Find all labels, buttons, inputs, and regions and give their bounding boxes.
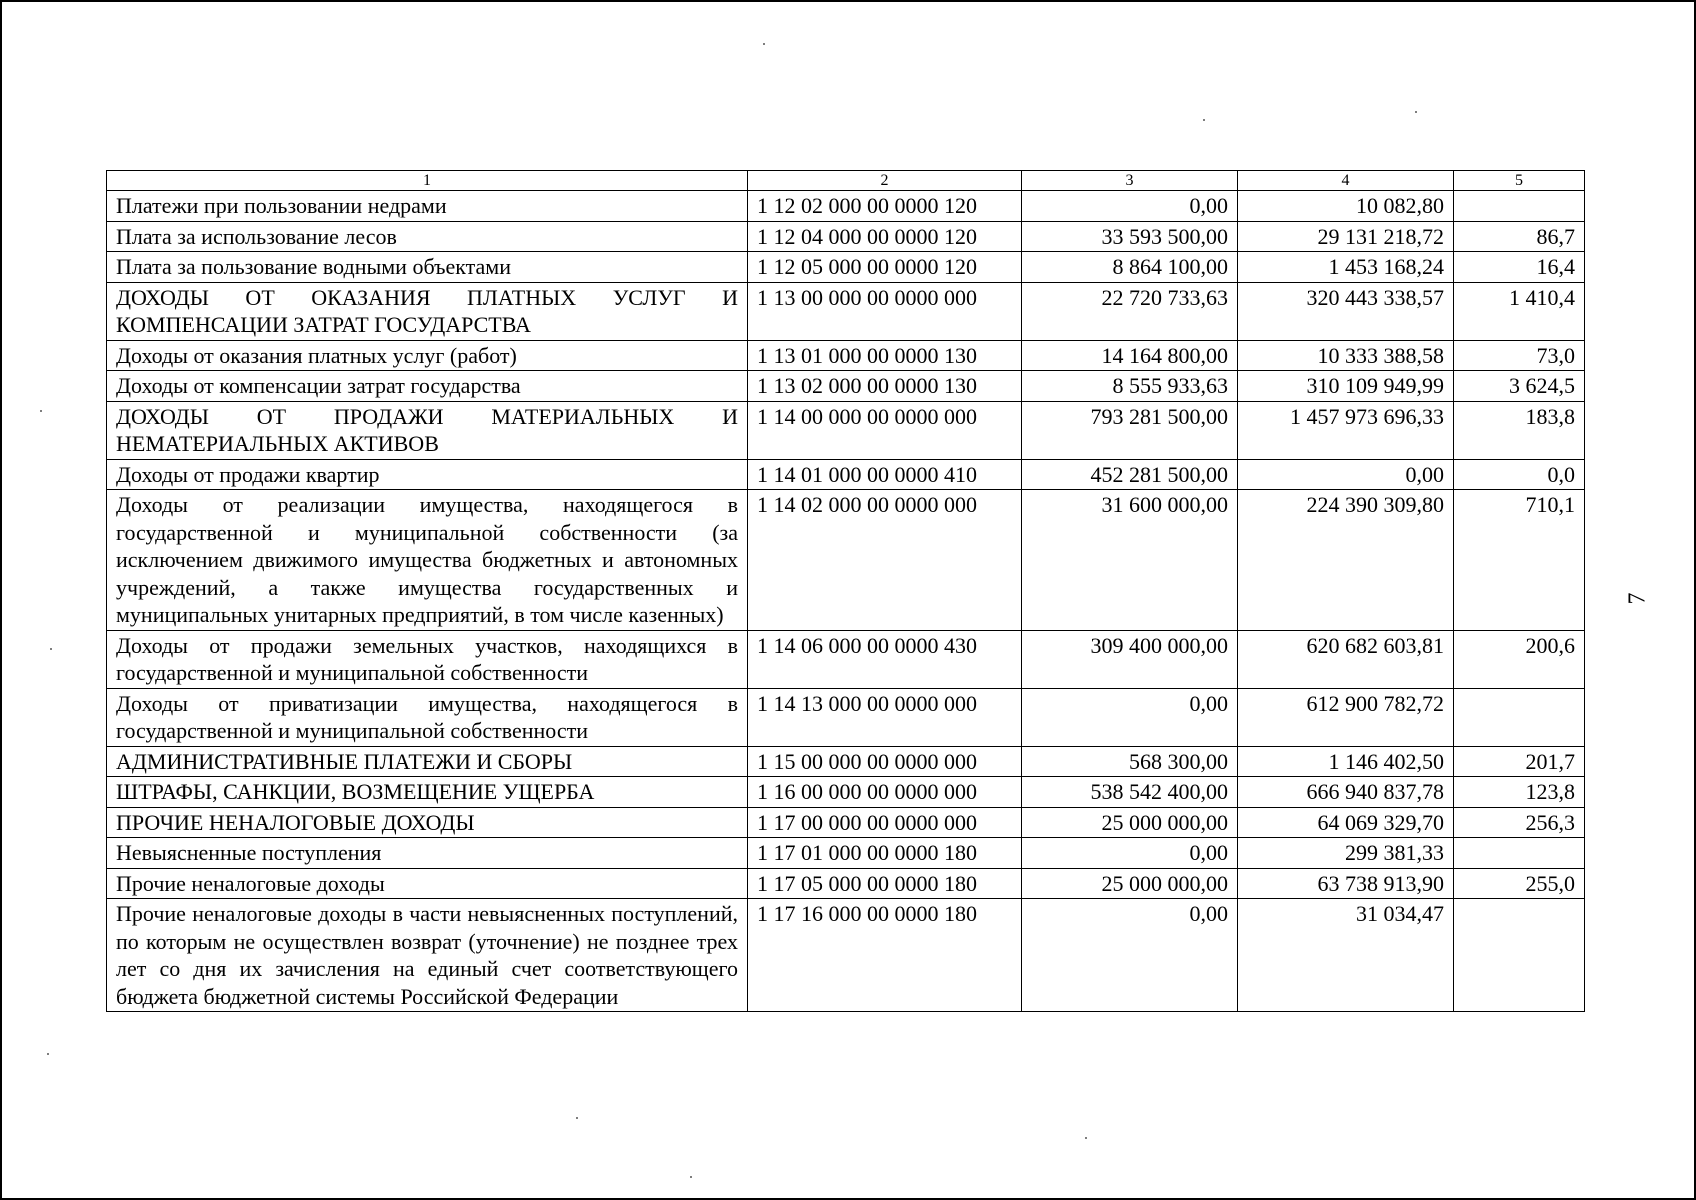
budget-code: 1 17 01 000 00 0000 180 [748,838,1022,869]
plan-amount: 452 281 500,00 [1022,459,1238,490]
column-number: 4 [1238,171,1454,191]
budget-code: 1 14 01 000 00 0000 410 [748,459,1022,490]
revenue-name: Доходы от реализации имущества, находящегося в государственной и муниципальной собственности (за исключением движимого имущества бюджетных и автономных учреждений, а также имущества государственных и муниципальных унитарных предприятий, в том числе казенных) [107,490,748,631]
table-row [107,252,1585,283]
actual-amount: 666 940 837,78 [1238,777,1454,808]
actual-amount: 612 900 782,72 [1238,688,1454,746]
plan-amount: 8 555 933,63 [1022,371,1238,402]
revenue-name: Доходы от компенсации затрат государства [107,371,748,402]
actual-amount: 310 109 949,99 [1238,371,1454,402]
revenue-name: Невыясненные поступления [107,838,748,869]
revenue-name: ШТРАФЫ, САНКЦИИ, ВОЗМЕЩЕНИЕ УЩЕРБА [107,777,748,808]
scan-speck [1203,119,1205,121]
scan-speck [1415,111,1417,113]
table-row [107,807,1585,838]
scan-speck [576,1117,578,1119]
table-row [107,282,1585,340]
actual-amount: 1 146 402,50 [1238,746,1454,777]
plan-amount: 22 720 733,63 [1022,282,1238,340]
scan-speck [763,43,765,45]
execution-percent [1454,899,1585,1012]
plan-amount: 25 000 000,00 [1022,868,1238,899]
plan-amount: 568 300,00 [1022,746,1238,777]
scan-border-top [0,0,1696,2]
table-row [107,490,1585,631]
revenue-name: ДОХОДЫ ОТ ПРОДАЖИ МАТЕРИАЛЬНЫХ И НЕМАТЕРИАЛЬНЫХ АКТИВОВ [107,401,748,459]
revenue-name: Платежи при пользовании недрами [107,191,748,222]
column-number: 1 [107,171,748,191]
actual-amount: 1 457 973 696,33 [1238,401,1454,459]
actual-amount: 224 390 309,80 [1238,490,1454,631]
actual-amount: 10 082,80 [1238,191,1454,222]
table-row [107,401,1585,459]
revenue-name: Доходы от приватизации имущества, находящегося в государственной и муниципальной собственности [107,688,748,746]
plan-amount: 0,00 [1022,191,1238,222]
table-row [107,838,1585,869]
plan-amount: 8 864 100,00 [1022,252,1238,283]
actual-amount: 10 333 388,58 [1238,340,1454,371]
table-row [107,899,1585,1012]
actual-amount: 0,00 [1238,459,1454,490]
scan-speck [47,1053,49,1055]
execution-percent: 201,7 [1454,746,1585,777]
table-row [107,191,1585,222]
execution-percent: 200,6 [1454,630,1585,688]
budget-code: 1 16 00 000 00 0000 000 [748,777,1022,808]
revenue-name: Доходы от продажи земельных участков, находящихся в государственной и муниципальной собственности [107,630,748,688]
table-row [107,688,1585,746]
budget-code: 1 14 13 000 00 0000 000 [748,688,1022,746]
table-row [107,340,1585,371]
table-row [107,459,1585,490]
revenue-name: Доходы от продажи квартир [107,459,748,490]
budget-code: 1 14 02 000 00 0000 000 [748,490,1022,631]
plan-amount: 0,00 [1022,688,1238,746]
budget-code: 1 14 06 000 00 0000 430 [748,630,1022,688]
revenue-name: ДОХОДЫ ОТ ОКАЗАНИЯ ПЛАТНЫХ УСЛУГ И КОМПЕНСАЦИИ ЗАТРАТ ГОСУДАРСТВА [107,282,748,340]
actual-amount: 64 069 329,70 [1238,807,1454,838]
execution-percent: 255,0 [1454,868,1585,899]
column-number-row [107,171,1585,191]
revenue-name: Прочие неналоговые доходы в части невыясненных поступлений, по которым не осуществлен возврат (уточнение) не позднее трех лет со дня их зачисления на единый счет соответствующего бюджета бюджетной системы Российской Федерации [107,899,748,1012]
table-row [107,371,1585,402]
revenue-name: АДМИНИСТРАТИВНЫЕ ПЛАТЕЖИ И СБОРЫ [107,746,748,777]
budget-code: 1 13 01 000 00 0000 130 [748,340,1022,371]
budget-code: 1 12 05 000 00 0000 120 [748,252,1022,283]
actual-amount: 320 443 338,57 [1238,282,1454,340]
revenue-name: Прочие неналоговые доходы [107,868,748,899]
column-number: 3 [1022,171,1238,191]
execution-percent: 183,8 [1454,401,1585,459]
plan-amount: 309 400 000,00 [1022,630,1238,688]
execution-percent: 0,0 [1454,459,1585,490]
revenue-name: ПРОЧИЕ НЕНАЛОГОВЫЕ ДОХОДЫ [107,807,748,838]
revenue-name: Плата за использование лесов [107,221,748,252]
actual-amount: 620 682 603,81 [1238,630,1454,688]
table-row [107,630,1585,688]
execution-percent [1454,688,1585,746]
budget-code: 1 17 05 000 00 0000 180 [748,868,1022,899]
plan-amount: 0,00 [1022,899,1238,1012]
table-row [107,868,1585,899]
scan-speck [40,410,42,412]
execution-percent: 256,3 [1454,807,1585,838]
plan-amount: 33 593 500,00 [1022,221,1238,252]
scan-speck [50,648,52,650]
execution-percent [1454,838,1585,869]
budget-code: 1 13 00 000 00 0000 000 [748,282,1022,340]
plan-amount: 793 281 500,00 [1022,401,1238,459]
page-number: 7 [1624,592,1651,605]
budget-code: 1 12 04 000 00 0000 120 [748,221,1022,252]
execution-percent: 16,4 [1454,252,1585,283]
table-row [107,221,1585,252]
budget-code: 1 13 02 000 00 0000 130 [748,371,1022,402]
execution-percent: 1 410,4 [1454,282,1585,340]
column-number: 5 [1454,171,1585,191]
execution-percent: 86,7 [1454,221,1585,252]
table-row [107,746,1585,777]
plan-amount: 25 000 000,00 [1022,807,1238,838]
revenue-name: Доходы от оказания платных услуг (работ) [107,340,748,371]
budget-code: 1 14 00 000 00 0000 000 [748,401,1022,459]
scan-border-left [0,0,2,1200]
revenue-table [106,170,1585,1012]
actual-amount: 1 453 168,24 [1238,252,1454,283]
plan-amount: 0,00 [1022,838,1238,869]
execution-percent: 123,8 [1454,777,1585,808]
execution-percent [1454,191,1585,222]
actual-amount: 299 381,33 [1238,838,1454,869]
actual-amount: 29 131 218,72 [1238,221,1454,252]
execution-percent: 710,1 [1454,490,1585,631]
execution-percent: 73,0 [1454,340,1585,371]
column-number: 2 [748,171,1022,191]
actual-amount: 63 738 913,90 [1238,868,1454,899]
revenue-name: Плата за пользование водными объектами [107,252,748,283]
budget-code: 1 12 02 000 00 0000 120 [748,191,1022,222]
scan-speck [1085,1137,1087,1139]
budget-code: 1 17 00 000 00 0000 000 [748,807,1022,838]
plan-amount: 31 600 000,00 [1022,490,1238,631]
plan-amount: 14 164 800,00 [1022,340,1238,371]
budget-code: 1 17 16 000 00 0000 180 [748,899,1022,1012]
plan-amount: 538 542 400,00 [1022,777,1238,808]
budget-code: 1 15 00 000 00 0000 000 [748,746,1022,777]
execution-percent: 3 624,5 [1454,371,1585,402]
actual-amount: 31 034,47 [1238,899,1454,1012]
scan-speck [690,1176,692,1178]
table-row [107,777,1585,808]
